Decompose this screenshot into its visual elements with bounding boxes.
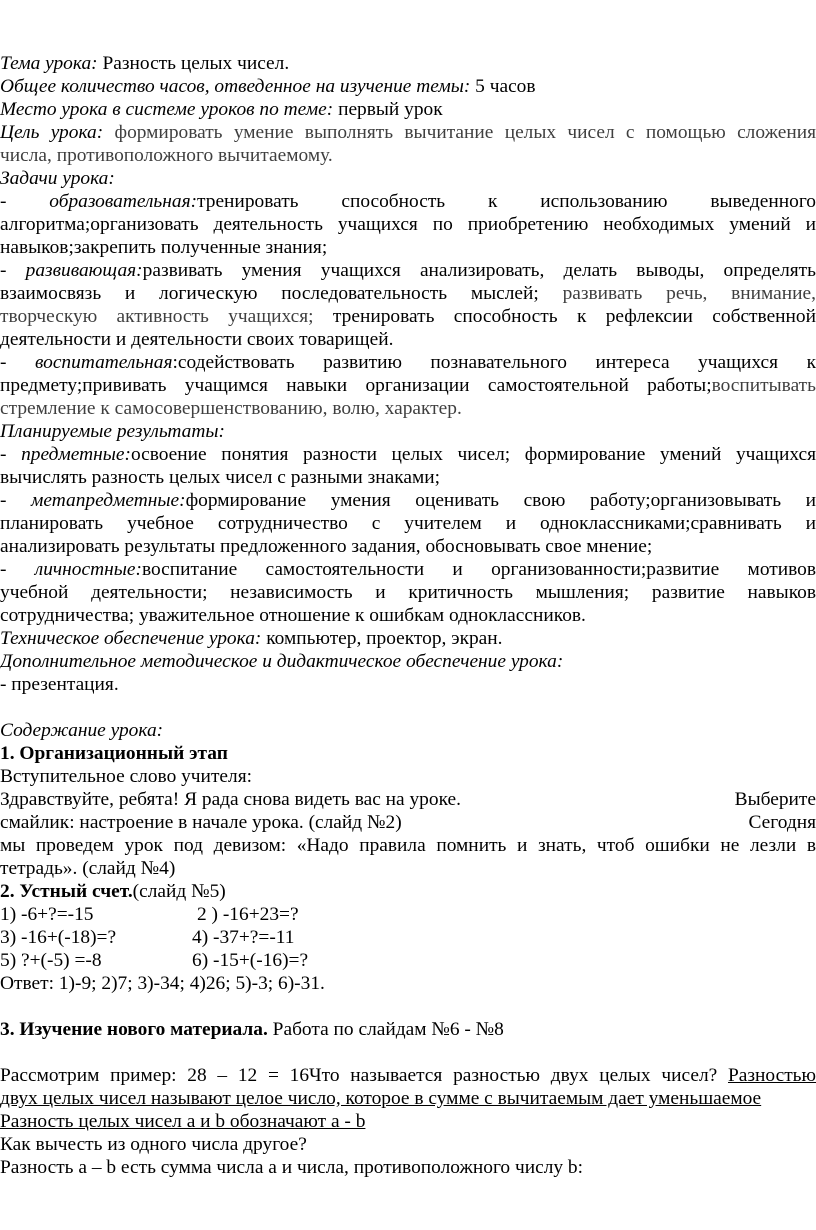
rule-line: Разность a – b есть сумма числа a и числа, противоположного числу b: — [0, 1157, 583, 1178]
notation-text: Разность целых чисел a и b обозначают a - b — [0, 1111, 366, 1132]
task-edu-line-3: навыков;закрепить полученные знания; — [0, 237, 328, 258]
section-1-intro: Вступительное слово учителя: — [0, 766, 253, 787]
result-subj-dash: - — [0, 444, 22, 465]
hours-value: 5 часов — [470, 76, 536, 97]
result-pers-label: личностные: — [34, 559, 142, 580]
result-subj-label: предметные: — [21, 444, 131, 465]
smile-text: смайлик: настроение в начале урока. (слайд №2) — [0, 812, 402, 833]
exercise-row-1 — [0, 903, 816, 926]
content-label: Содержание урока: — [0, 720, 164, 741]
greeting-line — [0, 788, 816, 811]
hours-label: Общее количество часов, отведенное на изучение темы: — [0, 76, 471, 97]
tech-value: компьютер, проектор, экран. — [261, 628, 503, 649]
place-value: первый урок — [333, 99, 443, 120]
extra-value: - презентация. — [0, 674, 119, 695]
section-3-rest: Работа по слайдам №6 - №8 — [267, 1019, 504, 1040]
tech-line — [0, 627, 816, 650]
goal-line-1 — [0, 121, 816, 144]
task-up-text-1: :содействовать развитию познавательного интереса учащихся к — [172, 352, 816, 373]
task-dev-text-2a: взаимосвязь и логическую последовательность мыслей; — [0, 283, 563, 304]
motto-line-1: мы проведем урок под девизом: «Надо правила помнить и знать, чтоб ошибки не лезли в — [0, 835, 816, 856]
answer-line: Ответ: 1)-9; 2)7; 3)-34; 4)26; 5)-3; 6)-31. — [0, 973, 325, 994]
result-subj-line-2: вычислять разность целых чисел с разными знаками; — [0, 467, 441, 488]
task-up-text-2a: предмету;прививать учащимся навыки организации самостоятельной работы; — [0, 375, 712, 396]
task-dev-text-2b: развивать речь, внимание, — [562, 283, 816, 304]
topic-label: Тема урока: — [0, 53, 98, 74]
results-label: Планируемые результаты: — [0, 421, 225, 442]
tasks-label: Задачи урока: — [0, 168, 115, 189]
smile-tail: Сегодня — [748, 812, 816, 833]
task-dev-text-3a: творческую активность учащихся; — [0, 306, 314, 327]
motto-line-2: тетрадь». (слайд №4) — [0, 858, 176, 879]
task-dev-line-4: деятельности и деятельности своих товарищей. — [0, 329, 394, 350]
result-pers-line-2: учебной деятельности; независимость и критичность мышления; развитие навыков — [0, 582, 816, 603]
result-subj-text-1: освоение понятия разности целых чисел; формирование умений учащихся — [130, 444, 816, 465]
task-up-text-2b: воспитывать — [711, 375, 816, 396]
hours-line — [0, 75, 816, 98]
task-dev-text-3b: тренировать способность к рефлексии собственной — [313, 306, 816, 327]
definition-start: Разностью — [727, 1065, 816, 1086]
goal-line-2: числа, противоположного вычитаемому. — [0, 145, 333, 166]
task-edu-text-1: тренировать способность к использованию выведенного — [197, 191, 816, 212]
example-line — [0, 1064, 816, 1087]
section-1-title: 1. Организационный этап — [0, 743, 228, 764]
task-up-label: воспитательная — [34, 352, 173, 373]
result-meta-line-3: анализировать результаты предложенного задания, обосновывать свое мнение; — [0, 536, 653, 557]
result-pers-line-1 — [0, 558, 816, 581]
exercise-row-3 — [0, 949, 816, 972]
task-edu-dash: - — [0, 191, 50, 212]
goal-label: Цель урока: — [0, 122, 104, 143]
place-label: Место урока в системе уроков по теме: — [0, 99, 334, 120]
section-2-title-line — [0, 880, 816, 903]
result-pers-text-1: воспитание самостоятельности и организованности;развитие мотивов — [141, 559, 816, 580]
example-text: Рассмотрим пример: 28 – 12 = 16Что называется разностью двух целых чисел? — [0, 1065, 728, 1086]
place-line — [0, 98, 816, 121]
result-meta-dash: - — [0, 490, 32, 511]
smile-line — [0, 811, 816, 834]
greeting-text: Здравствуйте, ребята! Я рада снова видеть вас на уроке. — [0, 789, 461, 810]
section-3-title-line — [0, 1018, 816, 1041]
exercise-2: 2 ) -16+23=? — [197, 904, 299, 925]
task-dev-line-3 — [0, 305, 816, 328]
exercise-4: 4) -37+?=-11 — [192, 927, 295, 948]
exercise-6: 6) -15+(-16)=? — [192, 950, 309, 971]
task-dev-line-1 — [0, 259, 816, 282]
task-dev-dash: - — [0, 260, 26, 281]
task-dev-label: развивающая: — [25, 260, 143, 281]
tech-label: Техническое обеспечение урока: — [0, 628, 262, 649]
definition-line: двух целых чисел называют целое число, которое в сумме с вычитаемым дает уменьшаемое — [0, 1088, 762, 1109]
task-edu-line-2: алгоритма;организовать деятельность учащихся по приобретению необходимых умений и — [0, 214, 816, 235]
task-up-dash: - — [0, 352, 35, 373]
task-up-line-2 — [0, 374, 816, 397]
goal-value-1: формировать умение выполнять вычитание целых чисел с помощью сложения — [103, 122, 816, 143]
result-subj-line-1 — [0, 443, 816, 466]
task-dev-text-1: развивать умения учащихся анализировать, делать выводы, определять — [142, 260, 816, 281]
question-line: Как вычесть из одного числа другое? — [0, 1134, 307, 1155]
task-edu-label: образовательная: — [49, 191, 198, 212]
result-pers-dash: - — [0, 559, 35, 580]
exercise-5: 5) ?+(-5) =-8 — [0, 950, 102, 971]
section-2-slide: (слайд №5) — [132, 881, 226, 902]
task-edu-line-1 — [0, 190, 816, 213]
exercise-3: 3) -16+(-18)=? — [0, 927, 117, 948]
section-2-title: 2. Устный счет. — [0, 881, 133, 902]
extra-label: Дополнительное методическое и дидактическое обеспечение урока: — [0, 651, 564, 672]
result-meta-label: метапредметные: — [31, 490, 186, 511]
topic-value: Разность целых чисел. — [97, 53, 290, 74]
task-up-line-1 — [0, 351, 816, 374]
result-meta-line-1 — [0, 489, 816, 512]
result-meta-line-2: планировать учебное сотрудничество с учителем и одноклассниками;сравнивать и — [0, 513, 816, 534]
topic-line — [0, 52, 816, 75]
exercise-row-2 — [0, 926, 816, 949]
exercise-1: 1) -6+?=-15 — [0, 904, 94, 925]
task-dev-line-2 — [0, 282, 816, 305]
greeting-tail: Выберите — [734, 789, 816, 810]
notation-line — [0, 1110, 816, 1133]
task-up-line-3: стремление к самосовершенствованию, волю, характер. — [0, 398, 462, 419]
section-3-title: 3. Изучение нового материала. — [0, 1019, 268, 1040]
result-meta-text-1: формирование умения оценивать свою работу;организовывать и — [185, 490, 816, 511]
result-pers-line-3: сотрудничества; уважительное отношение к ошибкам одноклассников. — [0, 605, 586, 626]
